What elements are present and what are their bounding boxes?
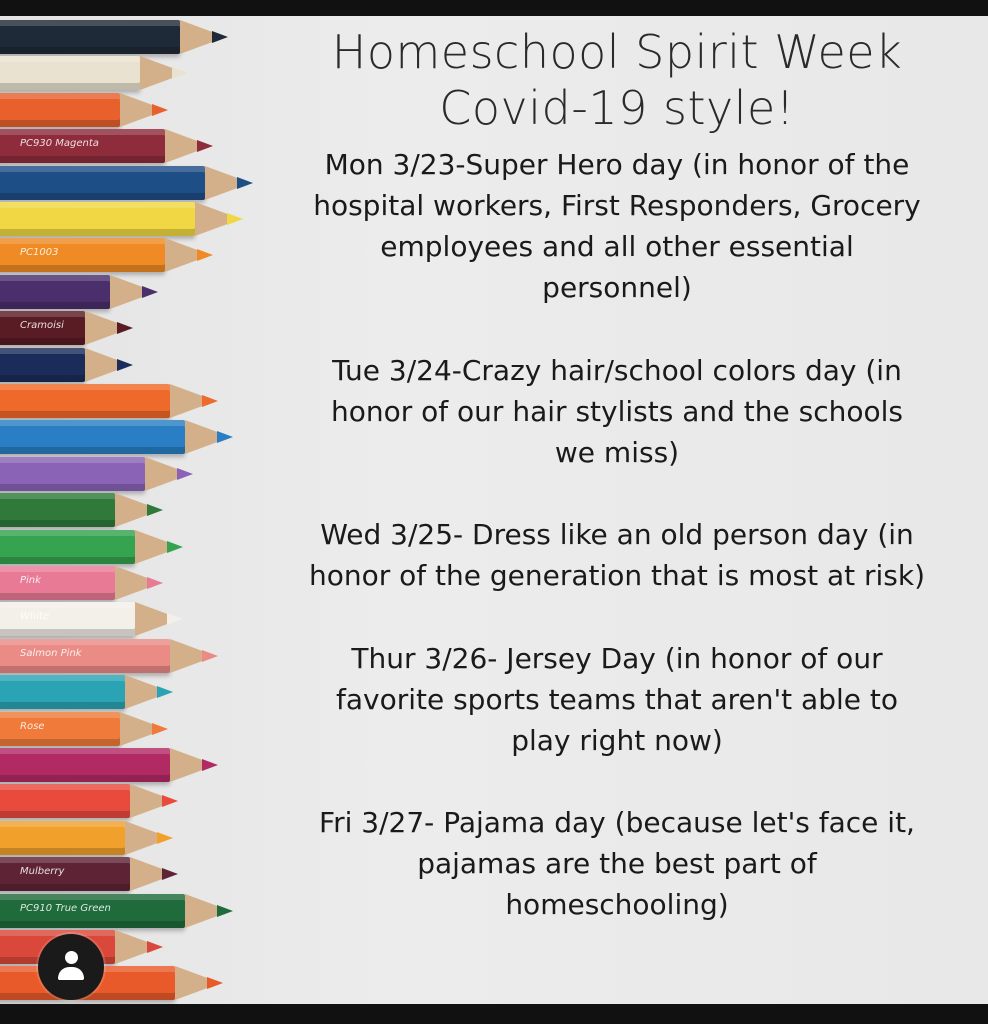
thursday-entry: Thur 3/26- Jersey Day (in honor of our favorite sports teams that aren't able to play right now) — [335, 642, 899, 757]
pencil-body — [0, 784, 130, 818]
poster-text — [292, 16, 942, 1004]
pencil-tip — [167, 613, 183, 625]
bottom-black-bar — [0, 1004, 988, 1024]
colored-pencils-photo — [0, 16, 290, 1004]
pencil-body — [0, 166, 205, 200]
title-line-2: Covid-19 style! — [439, 81, 795, 135]
pencil-label: Pink — [20, 575, 41, 586]
pencil-tip — [202, 650, 218, 662]
wednesday-entry: Wed 3/25- Dress like an old person day (in honor of the generation that is most at risk) — [308, 518, 926, 592]
pencil-label: Cramoisi — [20, 320, 64, 332]
pencil-body — [0, 821, 125, 855]
pencil-body — [0, 493, 115, 527]
pencil-tip — [152, 104, 168, 116]
pencil-tip — [217, 431, 233, 443]
pencil-tip — [147, 504, 163, 516]
pencil-tip — [172, 67, 188, 79]
pencil-body — [0, 384, 170, 418]
user-avatar-icon[interactable] — [38, 934, 104, 1000]
monday-entry: Mon 3/23-Super Hero day (in honor of the hospital workers, First Responders, Grocery employees and all other essential personnel) — [313, 148, 921, 304]
pencil-tip — [167, 541, 183, 553]
pencil-body — [0, 748, 170, 782]
pencil-body — [0, 348, 85, 382]
pencil-body — [0, 566, 115, 600]
pencil-body — [0, 275, 110, 309]
avatar-shoulders — [58, 967, 84, 980]
pencil-tip — [202, 395, 218, 407]
pencil-tip — [202, 759, 218, 771]
pencil-tip — [207, 977, 223, 989]
pencil-tip — [147, 577, 163, 589]
pencil-label: Rose — [20, 720, 45, 732]
pencil-label: PC930 Magenta — [20, 138, 99, 150]
title-line-1: Homeschool Spirit Week — [331, 25, 903, 79]
pencil-body — [0, 93, 120, 127]
pencil-body — [0, 457, 145, 491]
pencil-tip — [157, 832, 173, 844]
pencil-tip — [237, 177, 253, 189]
pencil-tip — [162, 868, 178, 880]
pencil-body — [0, 20, 180, 54]
top-black-bar — [0, 0, 988, 16]
spirit-week-poster — [0, 16, 988, 1004]
pencil-tip — [117, 359, 133, 371]
pencil-label: PC1003 — [20, 247, 59, 259]
pencil-tip — [152, 723, 168, 735]
pencil-tip — [227, 213, 243, 225]
pencil-body — [0, 712, 120, 746]
pencil-tip — [162, 795, 178, 807]
pencil-body — [0, 56, 140, 90]
poster-title — [292, 16, 942, 136]
pencil-tip — [142, 286, 158, 298]
tuesday-entry: Tue 3/24-Crazy hair/school colors day (in honor of our hair stylists and the schools we miss) — [331, 354, 903, 469]
pencil-body — [0, 202, 195, 236]
pencil-tip — [117, 322, 133, 334]
pencil-tip — [217, 905, 233, 917]
pencil-label: Salmon Pink — [20, 647, 82, 659]
pencil-tip — [177, 468, 193, 480]
pencil-label: Mulberry — [20, 866, 65, 878]
pencil-body — [0, 420, 185, 454]
pencil-label: White — [20, 611, 50, 623]
pencil-tip — [197, 140, 213, 152]
pencil-body — [0, 530, 135, 564]
pencil-tip — [212, 31, 228, 43]
pencil-body — [0, 675, 125, 709]
pencil-tip — [197, 249, 213, 261]
pencil-label: PC910 True Green — [20, 902, 111, 914]
pencil-tip — [157, 686, 173, 698]
friday-entry: Fri 3/27- Pajama day (because let's face it, pajamas are the best part of homeschooling) — [319, 806, 915, 921]
pencil-tip — [147, 941, 163, 953]
avatar-head — [65, 951, 78, 964]
